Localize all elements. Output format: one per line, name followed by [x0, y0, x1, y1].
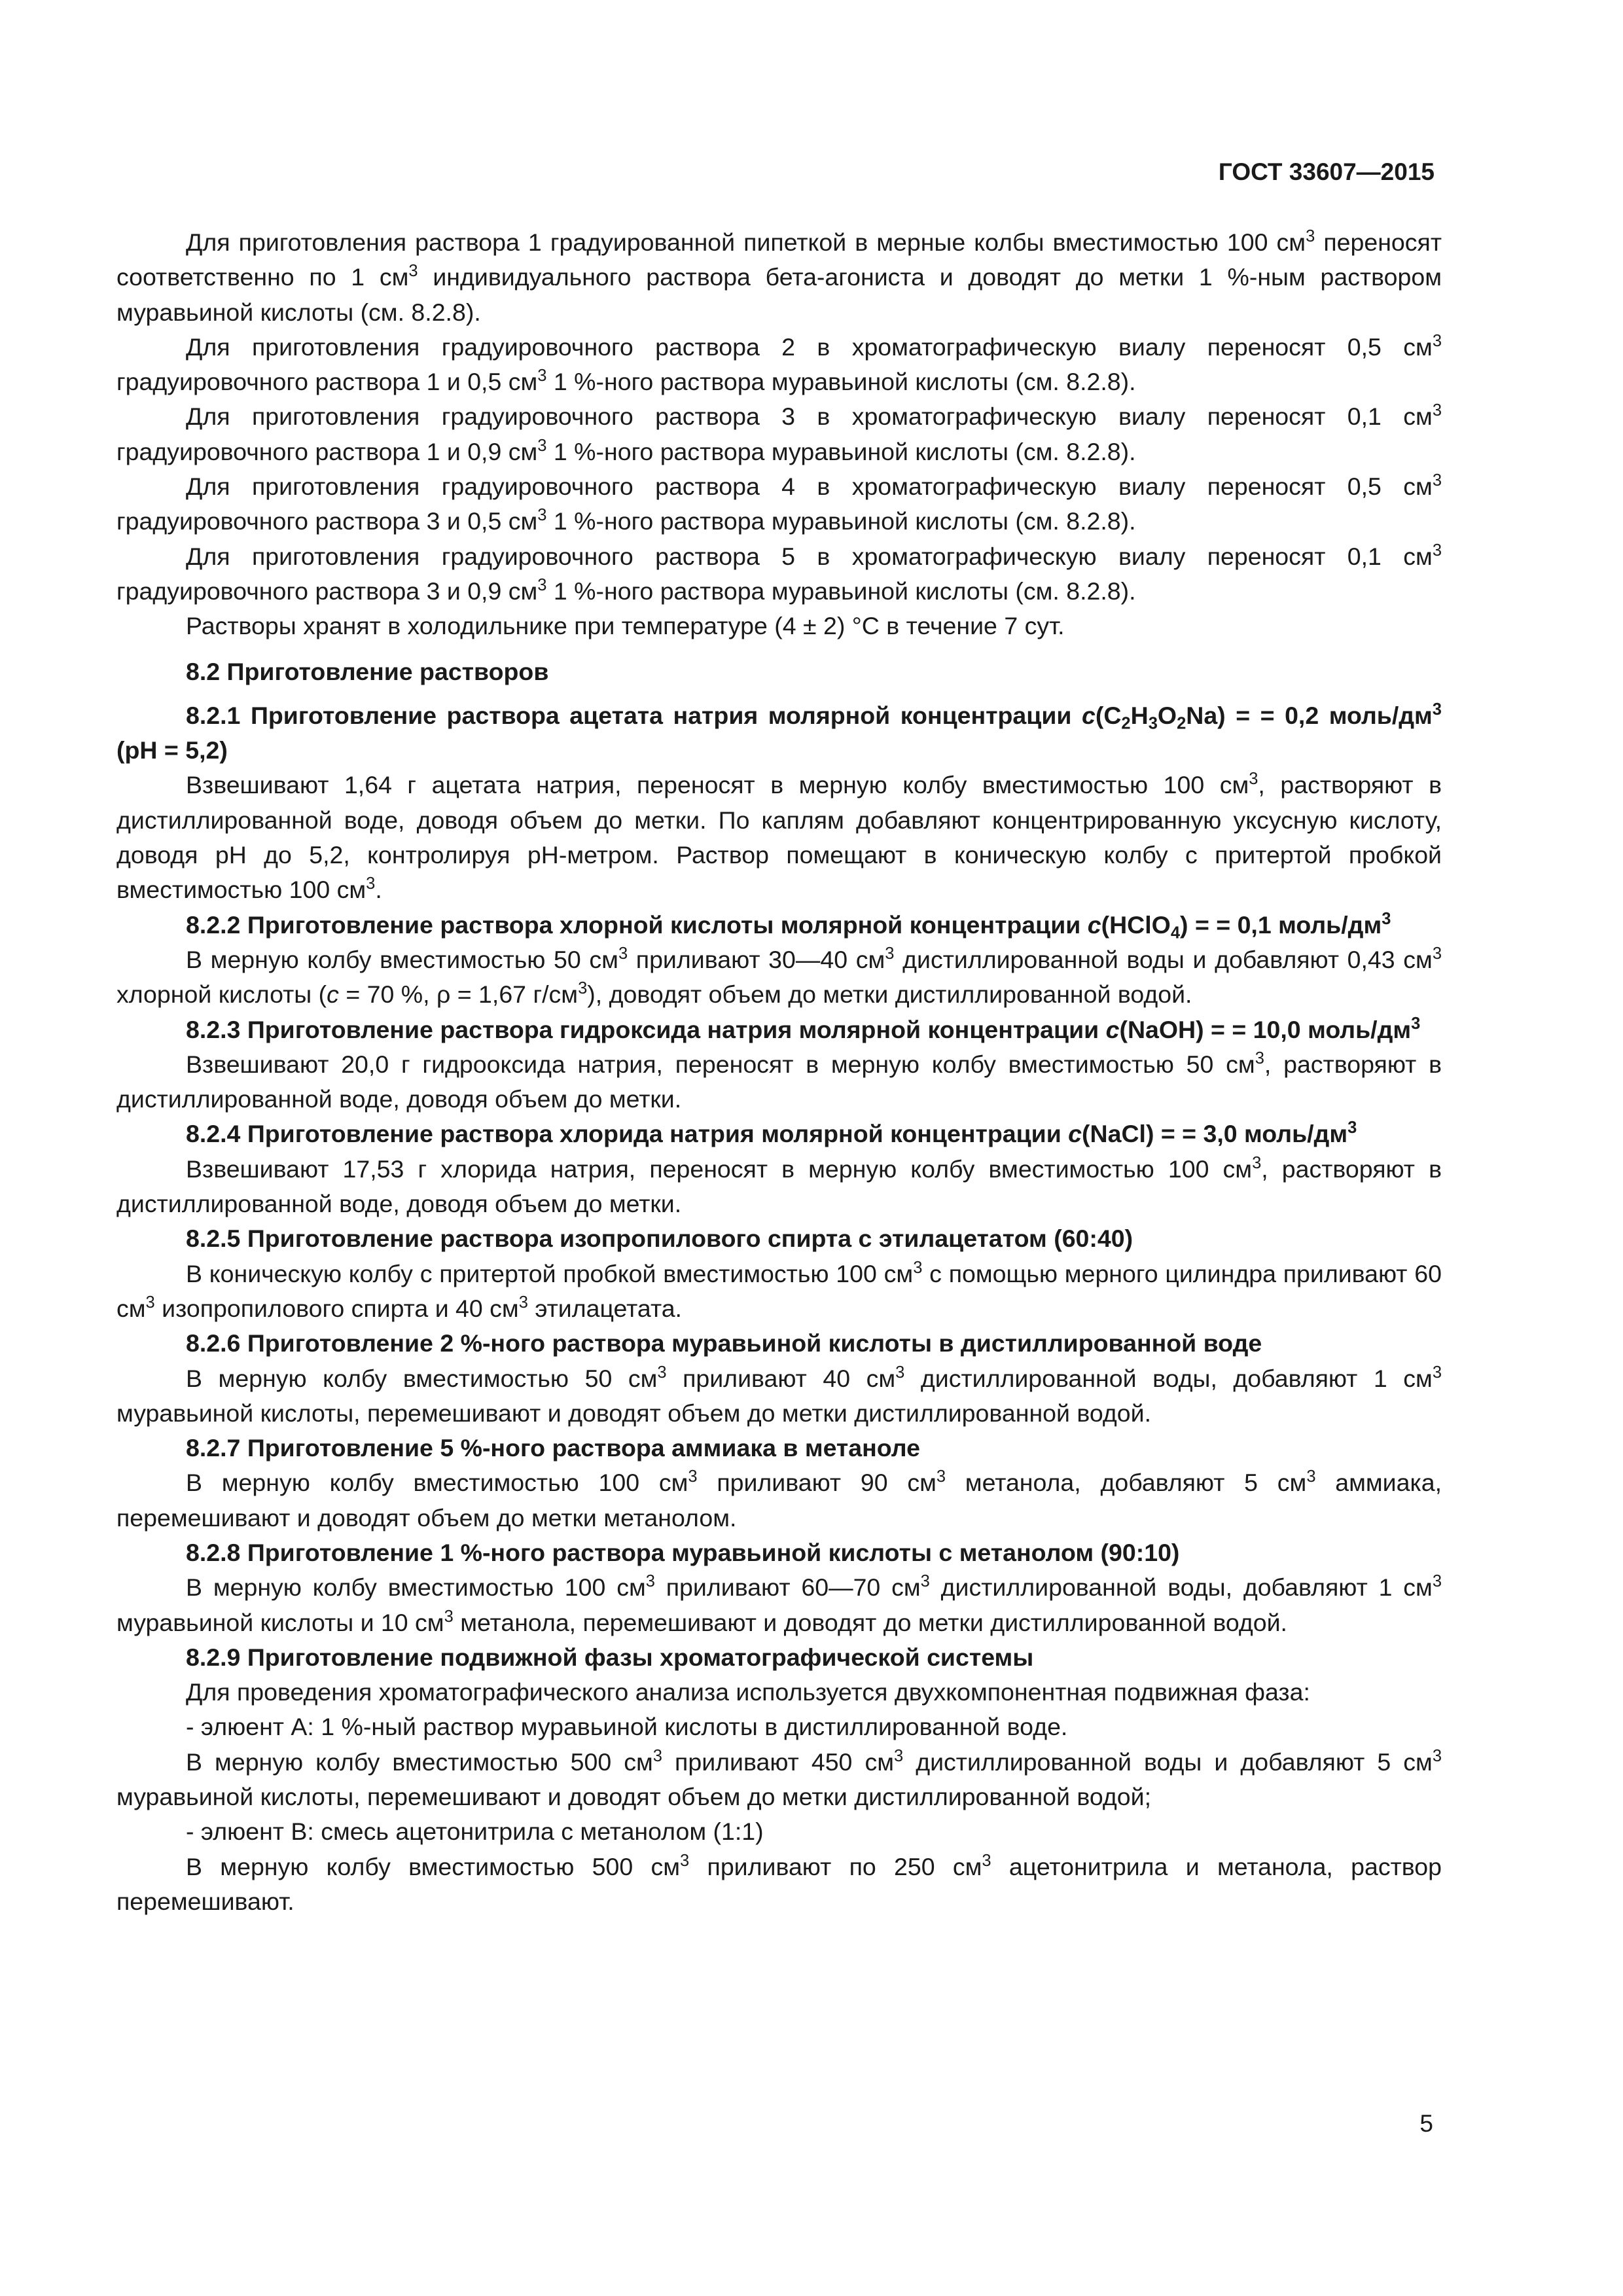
text-8-2-9-intro: Для проведения хроматографического анализа используется двухкомпонентная подвижная фаза: [186, 1678, 1310, 1706]
heading-8-2-6: 8.2.6 Приготовление 2 %-ного раствора муравьиной кислоты в дистиллированной воде [186, 1329, 1262, 1357]
paragraph-solution-2: Для приготовления градуировочного раствора 2 в хроматографическую виалу переносят 0,5 $см^3$ градуировочного раствора 1 и 0,5 $см^3$ 1 %-ного раствора муравьиной кислоты (см. 8.2.8). [116, 331, 1442, 396]
text-eluent-b-prep: В мерную колбу вместимостью 500 $см^3$ приливают по 250 $см^3$ ацетонитрила и метанола, раствор перемешивают. [116, 1851, 1442, 1915]
paragraph-solution-1: Для приготовления раствора 1 градуированной пипеткой в мерные колбы вместимостью 100 $см^3$ переносят соответственно по 1 $см^3$ индивидуального раствора бета-агониста и доводят до метки 1 %-ным раствором муравьиной кислоты (см. 8.2.8). [116, 226, 1442, 326]
heading-8-2-9: 8.2.9 Приготовление подвижной фазы хроматографической системы [186, 1643, 1034, 1671]
heading-8-2-2: 8.2.2 Приготовление раствора хлорной кислоты молярной концентрации c(HClO$_4$) = = 0,1 моль/$дм^3$ [186, 909, 1391, 942]
document-body [116, 225, 1442, 1919]
heading-8-2-4: 8.2.4 Приготовление раствора хлорида натрия молярной концентрации c(NaCl) = = 3,0 моль/$дм^3$ [186, 1119, 1357, 1148]
text-eluent-a-prep: В мерную колбу вместимостью 500 $см^3$ приливают 450 $см^3$ дистиллированной воды и добавляют 5 $см^3$ муравьиной кислоты, перемешивают и доводят объем до метки дистиллированной водой; [116, 1746, 1442, 1811]
text-8-2-6: В мерную колбу вместимостью 50 $см^3$ приливают 40 $см^3$ дистиллированной воды, добавляют 1 $см^3$ муравьиной кислоты, перемешивают и доводят объем до метки дистиллированной водой. [116, 1363, 1442, 1427]
text-eluent-a: - элюент А: 1 %-ный раствор муравьиной кислоты в дистиллированной воде. [186, 1713, 1068, 1741]
text-8-2-2: В мерную колбу вместимостью 50 $см^3$ приливают 30—40 $см^3$ дистиллированной воды и добавляют 0,43 $см^3$ хлорной кислоты (c = 70 %, ρ = 1,67 $г/см^3$), доводят объем до метки дистиллированной водой. [116, 944, 1442, 1009]
text-8-2-5: В коническую колбу с притертой пробкой вместимостью 100 $см^3$ с помощью мерного цилиндра приливают 60 $см^3$ изопропилового спирта и 40 $см^3$ этилацетата. [116, 1258, 1442, 1322]
paragraph-solution-5: Для приготовления градуировочного раствора 5 в хроматографическую виалу переносят 0,1 $см^3$ градуировочного раствора 3 и 0,9 $см^3$ 1 %-ного раствора муравьиной кислоты (см. 8.2.8). [116, 541, 1442, 605]
paragraph-storage: Растворы хранят в холодильнике при температуре (4 ± 2) °С в течение 7 сут. [186, 612, 1065, 640]
page-number: 5 [1419, 2110, 1433, 2137]
paragraph-solution-4: Для приготовления градуировочного раствора 4 в хроматографическую виалу переносят 0,5 $см^3$ градуировочного раствора 3 и 0,5 $см^3$ 1 %-ного раствора муравьиной кислоты (см. 8.2.8). [116, 471, 1442, 535]
heading-8-2-8: 8.2.8 Приготовление 1 %-ного раствора муравьиной кислоты с метанолом (90:10) [186, 1538, 1180, 1566]
heading-8-2-3: 8.2.3 Приготовление раствора гидроксида натрия молярной концентрации c(NaOH) = = 10,0 моль/$дм^3$ [186, 1014, 1421, 1043]
heading-8-2-1: 8.2.1 Приготовление раствора ацетата натрия молярной концентрации $c(C_2H_3O_2Na)$ = = 0,2 моль/$дм^3$ (pH = 5,2) [116, 700, 1442, 764]
text-8-2-7: В мерную колбу вместимостью 100 $см^3$ приливают 90 $см^3$ метанола, добавляют 5 $см^3$ аммиака, перемешивают и доводят объем до метки метанолом. [116, 1467, 1442, 1532]
text-8-2-3: Взвешивают 20,0 г гидрооксида натрия, переносят в мерную колбу вместимостью 50 $см^3$, растворяют в дистиллированной воде, доводя объем до метки. [116, 1049, 1442, 1113]
text-8-2-8: В мерную колбу вместимостью 100 $см^3$ приливают 60—70 $см^3$ дистиллированной воды, добавляют 1 $см^3$ муравьиной кислоты и 10 $см^3$ метанола, перемешивают и доводят до метки дистиллированной водой. [116, 1572, 1442, 1636]
text-eluent-b: - элюент В: смесь ацетонитрила с метанолом (1:1) [186, 1818, 764, 1846]
heading-8-2-7: 8.2.7 Приготовление 5 %-ного раствора аммиака в метаноле [186, 1434, 920, 1462]
text-8-2-1: Взвешивают 1,64 г ацетата натрия, переносят в мерную колбу вместимостью 100 $см^3$, растворяют в дистиллированной воде, доводя объем до метки. По каплям добавляют концентрированную уксусную кислоту, доводя pH до 5,2, контролируя pH-метром. Раствор помещают в коническую колбу с притертой пробкой вместимостью 100 $см^3$. [116, 770, 1442, 904]
section-heading-8-2: 8.2 Приготовление растворов [186, 657, 549, 685]
heading-8-2-5: 8.2.5 Приготовление раствора изопропилового спирта с этилацетатом (60:40) [186, 1225, 1133, 1253]
paragraph-solution-3: Для приготовления градуировочного раствора 3 в хроматографическую виалу переносят 0,1 $см^3$ градуировочного раствора 1 и 0,9 $см^3$ 1 %-ного раствора муравьиной кислоты (см. 8.2.8). [116, 401, 1442, 465]
document-code: ГОСТ 33607—2015 [1218, 158, 1435, 185]
text-8-2-4: Взвешивают 17,53 г хлорида натрия, переносят в мерную колбу вместимостью 100 $см^3$, растворяют в дистиллированной воде, доводя объем до метки. [116, 1153, 1442, 1218]
